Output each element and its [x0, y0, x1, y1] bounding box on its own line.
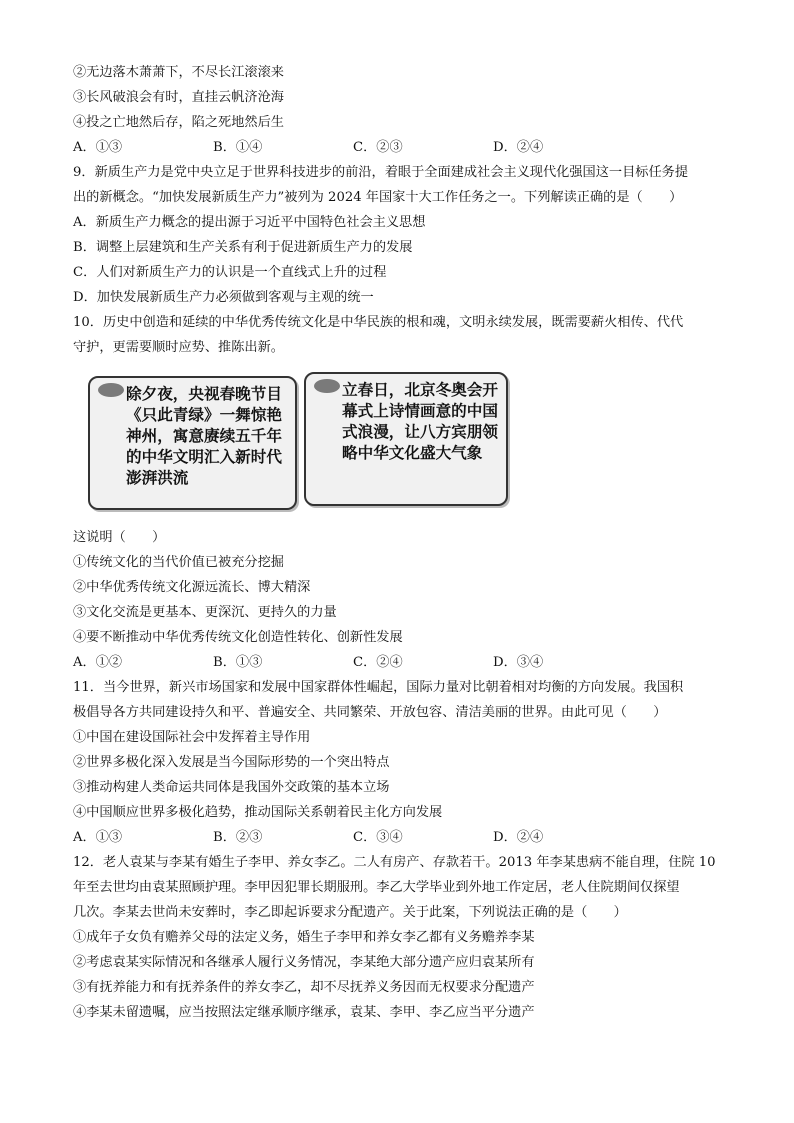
q12-stem-line-3: 几次。李某去世尚未安葬时，李乙即起诉要求分配遗产。关于此案，下列说法正确的是（ ）: [73, 905, 627, 920]
q8-choices: [73, 140, 673, 156]
q10-choice-a[interactable]: A．①②: [73, 655, 123, 670]
q10-option-2: ②中华优秀传统文化源远流长、博大精深: [73, 580, 311, 595]
q9-stem-line-1: 9．新质生产力是党中央立足于世界科技进步的前沿，着眼于全面建成社会主义现代化强国这一目标任务提: [73, 165, 689, 180]
q10-card-right-text: 立春日，北京冬奥会开幕式上诗情画意的中国式浪漫，让八方宾朋领略中华文化盛大气象: [342, 381, 498, 462]
q9-choice-a[interactable]: A．新质生产力概念的提出源于习近平中国特色社会主义思想: [73, 215, 426, 230]
q12-option-4: ④李某未留遗嘱，应当按照法定继承顺序继承，袁某、李甲、李乙应当平分遗产: [73, 1005, 535, 1020]
q11-option-3: ③推动构建人类命运共同体是我国外交政策的基本立场: [73, 780, 390, 795]
q10-option-1: ①传统文化的当代价值已被充分挖掘: [73, 555, 284, 570]
q10-option-3: ③文化交流是更基本、更深沉、更持久的力量: [73, 605, 337, 620]
q10-choice-b[interactable]: B．①③: [213, 655, 263, 670]
q8-choice-a[interactable]: A．①③: [73, 140, 123, 155]
q9-choice-b[interactable]: B．调整上层建筑和生产关系有利于促进新质生产力的发展: [73, 240, 413, 255]
q8-choice-d[interactable]: D．②④: [493, 140, 544, 155]
q10-card-left: [88, 376, 297, 510]
q11-stem-line-1: 11．当今世界，新兴市场国家和发展中国家群体性崛起，国际力量对比朝着相对均衡的方向发展。我国积: [73, 680, 684, 695]
q10-picture: [88, 370, 518, 512]
q12-stem-line-1: 12．老人袁某与李某有婚生子李甲、养女李乙。二人有房产、存款若干。2013 年李某患病不能自理，住院 10: [73, 855, 716, 870]
q8-choice-b[interactable]: B．①④: [213, 140, 263, 155]
q11-option-4: ④中国顺应世界多极化趋势，推动国际关系朝着民主化方向发展: [73, 805, 443, 820]
q10-card-left-text: 除夕夜，央视春晚节目《只此青绿》一舞惊艳神州，寓意赓续五千年的中华文明汇入新时代澎湃洪流: [126, 385, 282, 487]
q10-stem-line-1: 10．历史中创造和延续的中华优秀传统文化是中华民族的根和魂，文明永续发展，既需要薪火相传、代代: [73, 315, 684, 330]
q11-choice-a[interactable]: A．①③: [73, 830, 123, 845]
q11-choice-d[interactable]: D．②④: [493, 830, 544, 845]
q10-choice-d[interactable]: D．③④: [493, 655, 544, 670]
q10-question: 这说明（ ）: [73, 530, 166, 545]
q12-option-3: ③有抚养能力和有抚养条件的养女李乙，却不尽抚养义务因而无权要求分配遗产: [73, 980, 535, 995]
q11-choice-c[interactable]: C．③④: [353, 830, 403, 845]
q10-card-right: [304, 372, 508, 506]
q8-option-4: ④投之亡地然后存，陷之死地然后生: [73, 115, 284, 130]
q11-choice-b[interactable]: B．②③: [213, 830, 263, 845]
q12-option-1: ①成年子女负有赡养父母的法定义务，婚生子李甲和养女李乙都有义务赡养李某: [73, 930, 535, 945]
q10-choices: [73, 655, 673, 671]
q8-choice-c[interactable]: C．②③: [353, 140, 403, 155]
q11-stem-line-2: 极倡导各方共同建设持久和平、普遍安全、共同繁荣、开放包容、清洁美丽的世界。由此可见（ ）: [73, 705, 667, 720]
q10-stem-line-2: 守护，更需要顺时应势、推陈出新。: [73, 340, 284, 355]
speech-bubble-icon: [98, 383, 124, 397]
q10-choice-c[interactable]: C．②④: [353, 655, 403, 670]
q9-choice-d[interactable]: D．加快发展新质生产力必须做到客观与主观的统一: [73, 290, 374, 305]
q12-stem-line-2: 年至去世均由袁某照顾护理。李甲因犯罪长期服刑。李乙大学毕业到外地工作定居，老人住院期间仅探望: [73, 880, 680, 895]
q10-option-4: ④要不断推动中华优秀传统文化创造性转化、创新性发展: [73, 630, 403, 645]
q11-option-1: ①中国在建设国际社会中发挥着主导作用: [73, 730, 311, 745]
q8-option-3: ③长风破浪会有时，直挂云帆济沧海: [73, 90, 284, 105]
q11-choices: [73, 830, 673, 846]
q9-stem-line-2: 出的新概念。“加快发展新质生产力”被列为 2024 年国家十大工作任务之一。下列解读正确的是（ ）: [73, 190, 683, 205]
speech-bubble-icon: [314, 379, 340, 393]
q11-option-2: ②世界多极化深入发展是当今国际形势的一个突出特点: [73, 755, 390, 770]
q8-option-2: ②无边落木萧萧下，不尽长江滚滚来: [73, 65, 284, 80]
q9-choice-c[interactable]: C．人们对新质生产力的认识是一个直线式上升的过程: [73, 265, 387, 280]
q12-option-2: ②考虑袁某实际情况和各继承人履行义务情况，李某绝大部分遗产应归袁某所有: [73, 955, 535, 970]
